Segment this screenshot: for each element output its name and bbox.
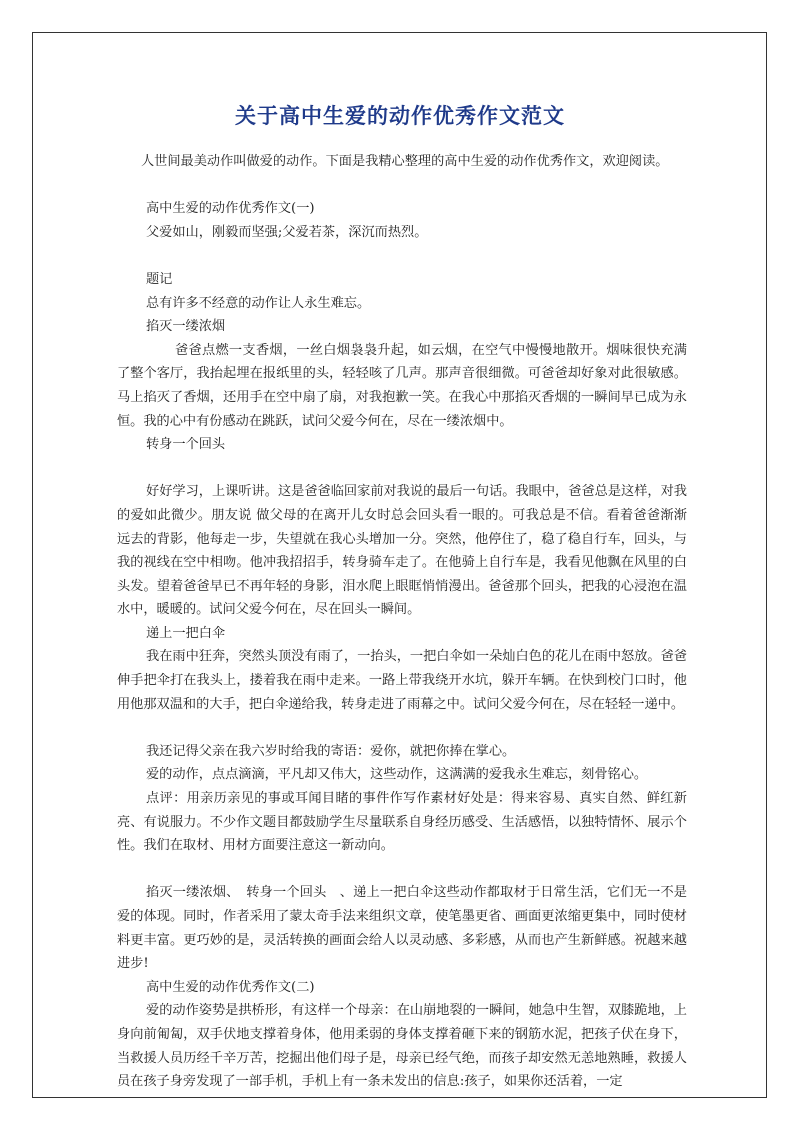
essay-1-heading: 高中生爱的动作优秀作文(一) [146, 201, 315, 217]
paragraph-umbrella: 我在雨中狂奔，突然头顶没有雨了，一抬头，一把白伞如一朵灿白色的花儿在雨中怒放。爸爸伸手把伞打在我头上，搂着我在雨中走来。一路上带我绕开水坑，躲开车辆。在快到校门口时，他用他那双温和的大手，把白伞递给我，转身走进了雨幕之中。试问父爱今何在，尽在轻轻一递中。 [117, 649, 687, 712]
epigraph-text: 总有许多不经意的动作让人永生难忘。 [146, 295, 371, 311]
epigraph-line: 父爱如山，刚毅而坚强;父爱若茶，深沉而热烈。 [146, 224, 428, 240]
section-heading-umbrella: 递上一把白伞 [146, 625, 226, 641]
paragraph-turn: 好好学习，上课听讲。这是爸爸临回家前对我说的最后一句话。我眼中，爸爸总是这样，对我的爱如此微少。朋友说 做父母的在离开儿女时总会回头看一眼的。可我总是不信。看着爸爸渐渐远去的背影，他每走一步，失望就在我心头增加一分。突然，他停住了，稳了稳自行车，回头，与我的视线在空中相吻。他冲我招招手，转身骑车走了。在他骑上自行车是，我看见他飘在风里的白头发。望着爸爸早已不再年轻的身影，泪水爬上眼眶悄悄漫出。爸爸那个回头，把我的心浸泡在温水中，暖暖的。试问父爱今何在，尽在回头一瞬间。 [117, 484, 687, 618]
document-title: 关于高中生爱的动作优秀作文范文 [235, 103, 565, 128]
essay-2-heading: 高中生爱的动作优秀作文(二) [146, 979, 315, 995]
section-heading-smoke: 掐灭一缕浓烟 [146, 319, 226, 335]
intro-paragraph: 人世间最美动作叫做爱的动作。下面是我精心整理的高中生爱的动作优秀作文，欢迎阅读。 [141, 154, 669, 169]
document-body [117, 150, 687, 1094]
paragraph-mother: 爱的动作姿势是拱桥形，有这样一个母亲：在山崩地裂的一瞬间，她急中生智，双膝跪地，上身向前匍匐，双手伏地支撑着身体，他用柔弱的身体支撑着砸下来的钢筋水泥，把孩子伏在身下，当救援人员历经千辛万苦，挖掘出他们母子是，母亲已经气绝，而孩子却安然无恙地熟睡，救援人员在孩子身旁发现了一部手机，手机上有一条未发出的信息:孩子，如果你还活着，一定 [117, 1003, 687, 1090]
paragraph-smoke: 爸爸点燃一支香烟，一丝白烟袅袅升起，如云烟，在空气中慢慢地散开。烟味很快充满了整个客厅，我抬起埋在报纸里的头，轻轻咳了几声。那声音很细微。可爸爸却好象对此很敏感。马上掐灭了香烟，还用手在空中扇了扇，对我抱歉一笑。在我心中那掐灭香烟的一瞬间早已成为永恒。我的心中有份感动在跳跃，试问父爱今何在，尽在一缕浓烟中。 [117, 342, 687, 429]
section-heading-turn: 转身一个回头 [146, 437, 226, 453]
paragraph-analysis: 掐灭一缕浓烟、 转身一个回头 、递上一把白伞这些动作都取材于日常生活，它们无一不是爱的体现。同时，作者采用了蒙太奇手法来组织文章，使笔墨更省、画面更浓缩更集中，同时使材料更丰富。更巧妙的是，灵活转换的画面会给人以灵动感、多彩感，从而也产生新鲜感。祝越来越进步! [117, 885, 687, 972]
paragraph-love-action: 爱的动作，点点滴滴，平凡却又伟大，这些动作，这满满的爱我永生难忘，刻骨铭心。 [146, 767, 648, 783]
paragraph-memory: 我还记得父亲在我六岁时给我的寄语：爱你，就把你捧在掌心。 [146, 743, 516, 759]
epigraph-label: 题记 [146, 271, 173, 287]
paragraph-comment: 点评：用亲历亲见的事或耳闻目睹的事件作写作素材好处是：得来容易、真实自然、鲜红新亮、有说服力。不少作文题目都鼓励学生尽量联系自身经历感受、生活感悟，以独特情怀、展示个性。我们在取材、用材方面要注意这一新动向。 [117, 791, 687, 854]
